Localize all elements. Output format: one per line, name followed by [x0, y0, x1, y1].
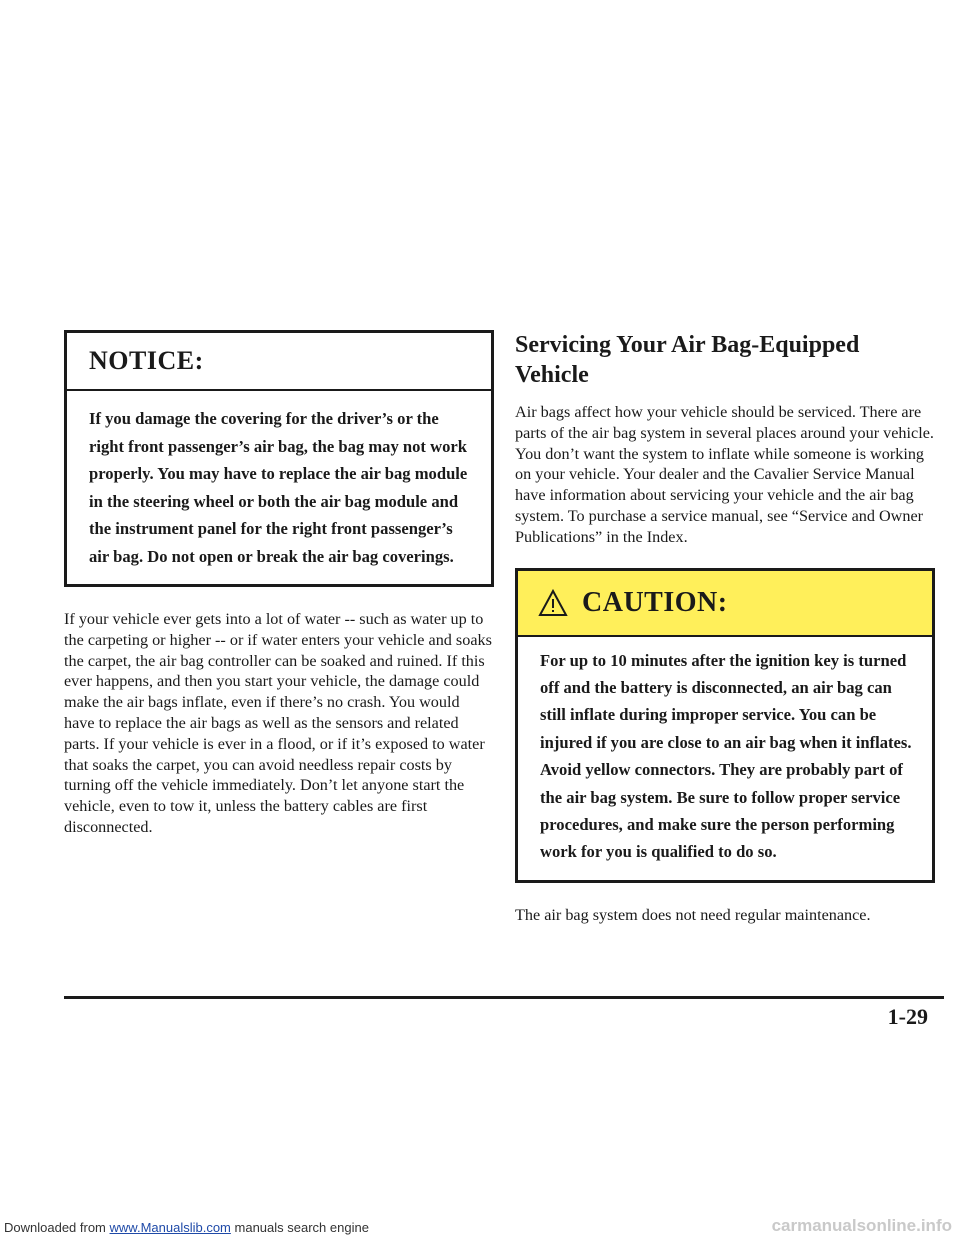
caution-heading: CAUTION:	[582, 586, 728, 618]
notice-body: If you damage the covering for the driver’s or the right front passenger’s air bag, the bag may not work properly. You may have to replace the air bag module in the steering wheel or both the air bag module and the instrument panel for the right front passenger’s air bag. Do not open or break the air bag coverings.	[89, 409, 468, 566]
notice-box	[64, 330, 494, 587]
page-number: 1-29	[887, 1004, 928, 1029]
footer-rule	[64, 996, 944, 999]
left-column	[64, 330, 494, 838]
warning-triangle-icon	[538, 589, 568, 617]
manualslib-link[interactable]: www.Manualslib.com	[109, 1220, 231, 1235]
carmanuals-watermark: carmanualsonline.info	[771, 1216, 952, 1235]
notice-heading: NOTICE:	[67, 333, 491, 391]
flood-paragraph: If your vehicle ever gets into a lot of water -- such as water up to the carpeting or higher -- or if water enters your vehicle and soaks the carpet, the air bag controller can be soaked and ruined. If this ever happens, and then you start your vehicle, the damage could make the air bags inflate, even if there’s no crash. You would have to replace the air bags as well as the sensors and related parts. If your vehicle is ever in a flood, or if it’s exposed to water that soaks the carpet, you can avoid needless repair costs by turning off the vehicle immediately. Don’t let anyone start the vehicle, even to tow it, unless the battery cables are first disconnected.	[64, 610, 492, 836]
caution-box	[515, 568, 935, 883]
right-column	[515, 330, 935, 926]
maintenance-note: The air bag system does not need regular maintenance.	[515, 905, 871, 924]
section-title: Servicing Your Air Bag-Equipped Vehicle	[515, 332, 860, 388]
download-watermark	[4, 1220, 369, 1235]
watermark-prefix: Downloaded from	[4, 1220, 106, 1235]
caution-body: For up to 10 minutes after the ignition key is turned off and the battery is disconnected, an air bag can still inflate during improper service. You can be injured if you are close to an air bag when it inflates. Avoid yellow connectors. They are probably part of the air bag system. Be sure to follow proper service procedures, and make sure the person performing work for you is qualified to do so.	[540, 650, 912, 862]
watermark-suffix: manuals search engine	[234, 1220, 369, 1235]
caution-header	[518, 571, 932, 637]
servicing-paragraph: Air bags affect how your vehicle should be serviced. There are parts of the air bag system in several places around your vehicle. You don’t want the system to inflate while someone is working on your vehicle. Your dealer and the Cavalier Service Manual have information about servicing your vehicle and the air bag system. To purchase a service manual, see “Service and Owner Publications” in the Index.	[515, 403, 934, 546]
